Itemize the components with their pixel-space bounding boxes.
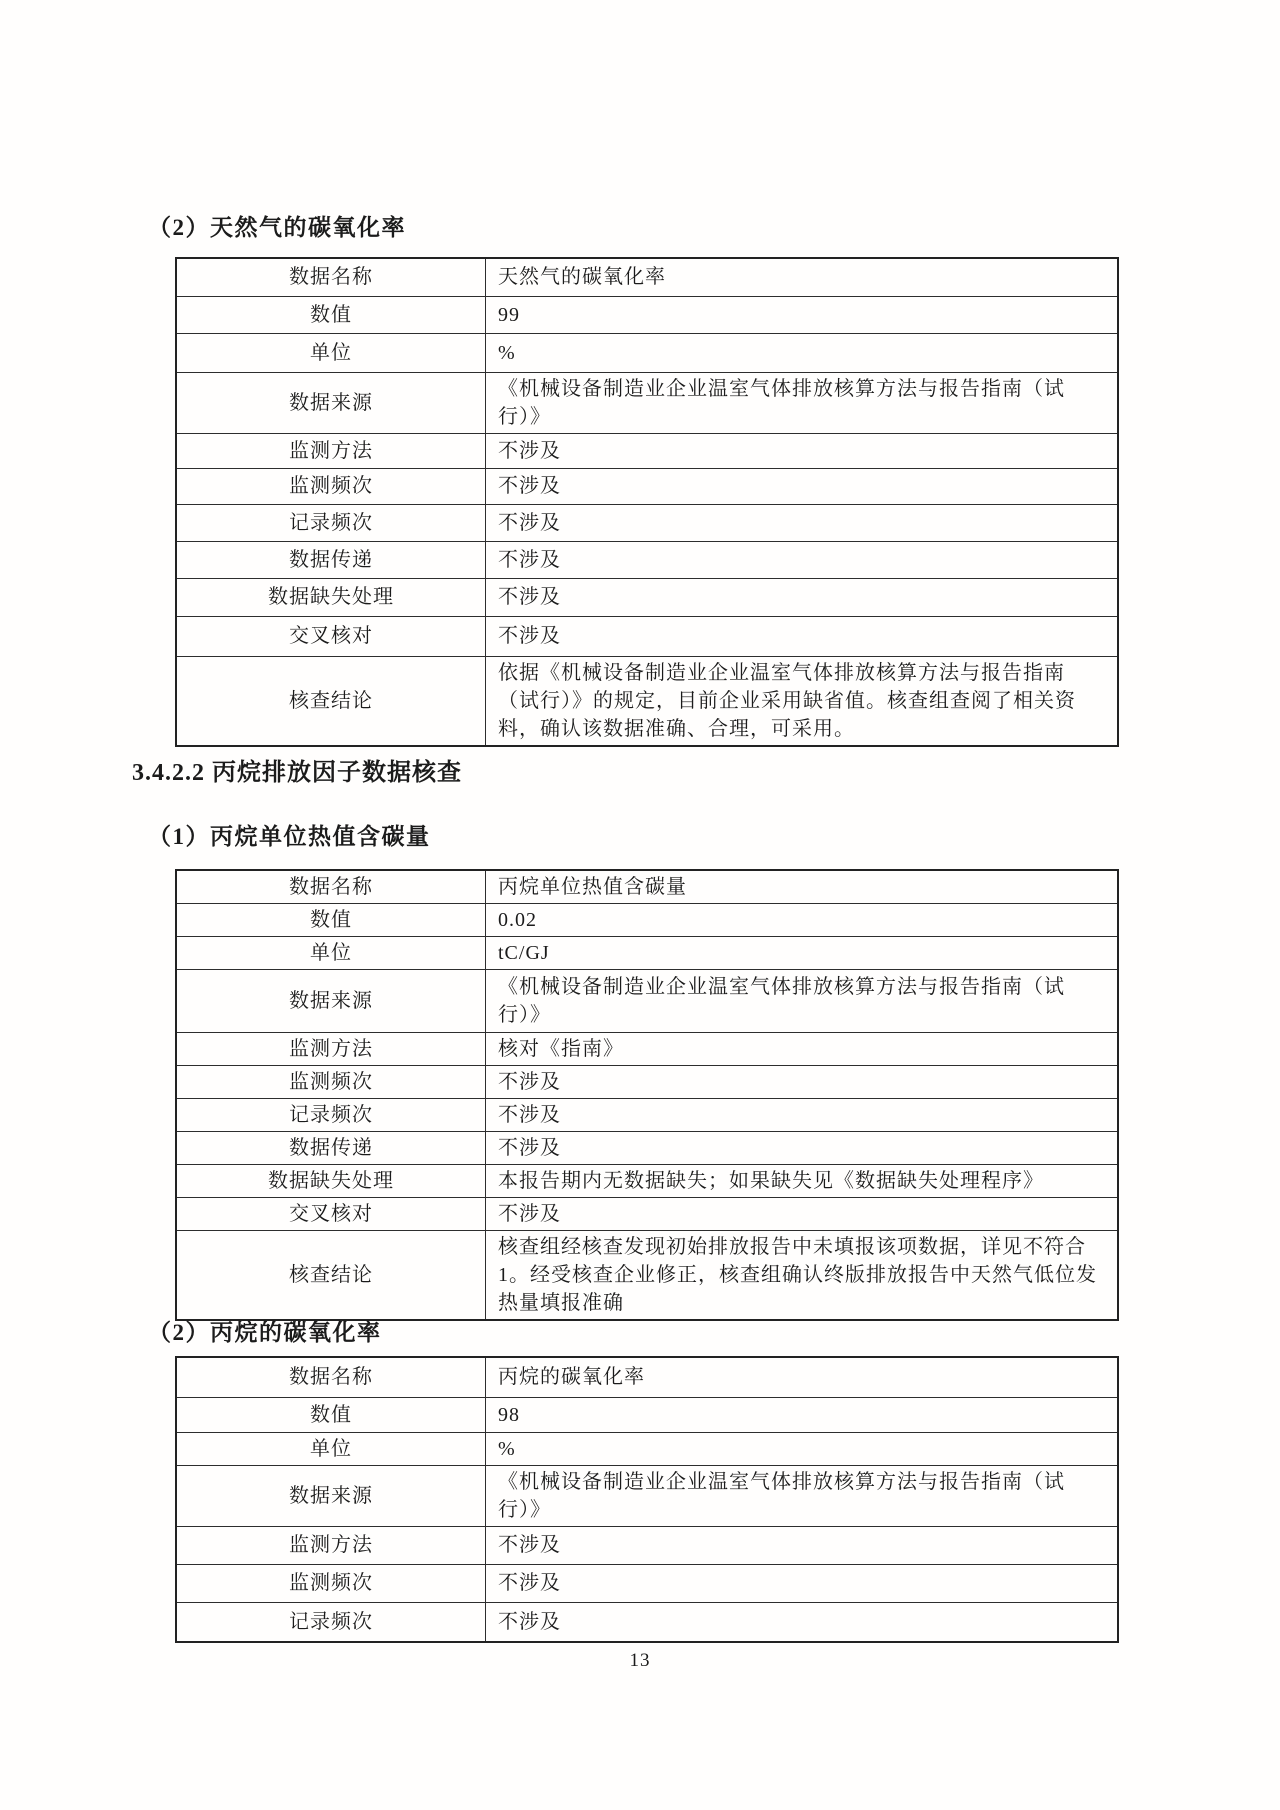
row-value: 不涉及 [486, 1602, 1119, 1642]
table-row [176, 258, 1118, 296]
heading-propane-oxidation-rate: （2）丙烷的碳氧化率 [148, 1320, 382, 1345]
row-value: 不涉及 [486, 504, 1119, 541]
table-row [176, 541, 1118, 578]
row-label: 监测频次 [176, 1066, 486, 1099]
table-row [176, 1465, 1118, 1526]
table-row [176, 1526, 1118, 1564]
table-row [176, 1033, 1118, 1066]
row-value: 《机械设备制造业企业温室气体排放核算方法与报告指南（试行）》 [486, 372, 1119, 433]
row-label: 数据来源 [176, 1465, 486, 1526]
row-label: 数据名称 [176, 870, 486, 904]
section-heading-propane-emission-factor: 3.4.2.2 丙烷排放因子数据核查 [132, 760, 462, 786]
row-value: 99 [486, 296, 1119, 333]
row-label: 数据缺失处理 [176, 578, 486, 616]
row-value: 《机械设备制造业企业温室气体排放核算方法与报告指南（试行）》 [486, 970, 1119, 1033]
row-value: 本报告期内无数据缺失；如果缺失见《数据缺失处理程序》 [486, 1165, 1119, 1198]
table-row [176, 904, 1118, 937]
row-label: 数值 [176, 1397, 486, 1432]
row-value: 《机械设备制造业企业温室气体排放核算方法与报告指南（试行）》 [486, 1465, 1119, 1526]
row-label: 数据缺失处理 [176, 1165, 486, 1198]
table-row [176, 970, 1118, 1033]
row-value: 不涉及 [486, 1526, 1119, 1564]
table-row [176, 1099, 1118, 1132]
table-row [176, 656, 1118, 746]
row-value: 0.02 [486, 904, 1119, 937]
row-value: 不涉及 [486, 541, 1119, 578]
row-label: 数据名称 [176, 1357, 486, 1397]
row-label: 数据来源 [176, 372, 486, 433]
row-label: 核查结论 [176, 656, 486, 746]
table-propane-oxidation-rate [175, 1356, 1119, 1643]
row-value: 不涉及 [486, 1132, 1119, 1165]
row-value: 不涉及 [486, 1564, 1119, 1602]
table-row [176, 937, 1118, 970]
row-value: 不涉及 [486, 578, 1119, 616]
table-row [176, 578, 1118, 616]
table-row [176, 1397, 1118, 1432]
row-value: 丙烷的碳氧化率 [486, 1357, 1119, 1397]
row-label: 数值 [176, 296, 486, 333]
table-row [176, 433, 1118, 468]
row-value: 依据《机械设备制造业企业温室气体排放核算方法与报告指南（试行）》的规定，目前企业采用缺省值。核查组查阅了相关资料，确认该数据准确、合理，可采用。 [486, 656, 1119, 746]
row-label: 单位 [176, 1432, 486, 1465]
table-row [176, 504, 1118, 541]
table-row [176, 333, 1118, 372]
row-value: 天然气的碳氧化率 [486, 258, 1119, 296]
row-label: 数据名称 [176, 258, 486, 296]
table-row [176, 616, 1118, 656]
row-value: 不涉及 [486, 1099, 1119, 1132]
table-row [176, 1432, 1118, 1465]
row-label: 数值 [176, 904, 486, 937]
row-label: 监测方法 [176, 433, 486, 468]
row-label: 记录频次 [176, 504, 486, 541]
row-value: 核对《指南》 [486, 1033, 1119, 1066]
row-label: 单位 [176, 937, 486, 970]
row-value: 不涉及 [486, 433, 1119, 468]
row-label: 单位 [176, 333, 486, 372]
row-value: % [486, 333, 1119, 372]
row-label: 交叉核对 [176, 616, 486, 656]
row-label: 数据来源 [176, 970, 486, 1033]
heading-natural-gas-oxidation-rate: （2）天然气的碳氧化率 [148, 215, 406, 240]
row-value: 不涉及 [486, 468, 1119, 504]
table-row [176, 1602, 1118, 1642]
table-natural-gas-oxidation-rate [175, 257, 1119, 747]
table-propane-carbon-content [175, 869, 1119, 1321]
row-value: 不涉及 [486, 616, 1119, 656]
heading-propane-carbon-content: （1）丙烷单位热值含碳量 [148, 824, 431, 849]
table-row [176, 1165, 1118, 1198]
row-label: 数据传递 [176, 541, 486, 578]
table-row [176, 1132, 1118, 1165]
row-label: 监测频次 [176, 1564, 486, 1602]
row-label: 核查结论 [176, 1231, 486, 1321]
row-value: % [486, 1432, 1119, 1465]
row-label: 监测方法 [176, 1033, 486, 1066]
row-label: 交叉核对 [176, 1198, 486, 1231]
row-value: 不涉及 [486, 1198, 1119, 1231]
row-value: 98 [486, 1397, 1119, 1432]
row-label: 监测频次 [176, 468, 486, 504]
row-label: 记录频次 [176, 1099, 486, 1132]
row-value: 核查组经核查发现初始排放报告中未填报该项数据，详见不符合1。经受核查企业修正，核查组确认终版排放报告中天然气低位发热量填报准确 [486, 1231, 1119, 1321]
table-row [176, 468, 1118, 504]
row-label: 数据传递 [176, 1132, 486, 1165]
table-row [176, 372, 1118, 433]
table-row [176, 1198, 1118, 1231]
table-row [176, 1231, 1118, 1321]
table-row [176, 1564, 1118, 1602]
page-number: 13 [629, 1650, 651, 1671]
row-value: tC/GJ [486, 937, 1119, 970]
table-row [176, 1066, 1118, 1099]
table-row [176, 1357, 1118, 1397]
row-value: 不涉及 [486, 1066, 1119, 1099]
row-value: 丙烷单位热值含碳量 [486, 870, 1119, 904]
row-label: 记录频次 [176, 1602, 486, 1642]
row-label: 监测方法 [176, 1526, 486, 1564]
table-row [176, 296, 1118, 333]
table-row [176, 870, 1118, 904]
